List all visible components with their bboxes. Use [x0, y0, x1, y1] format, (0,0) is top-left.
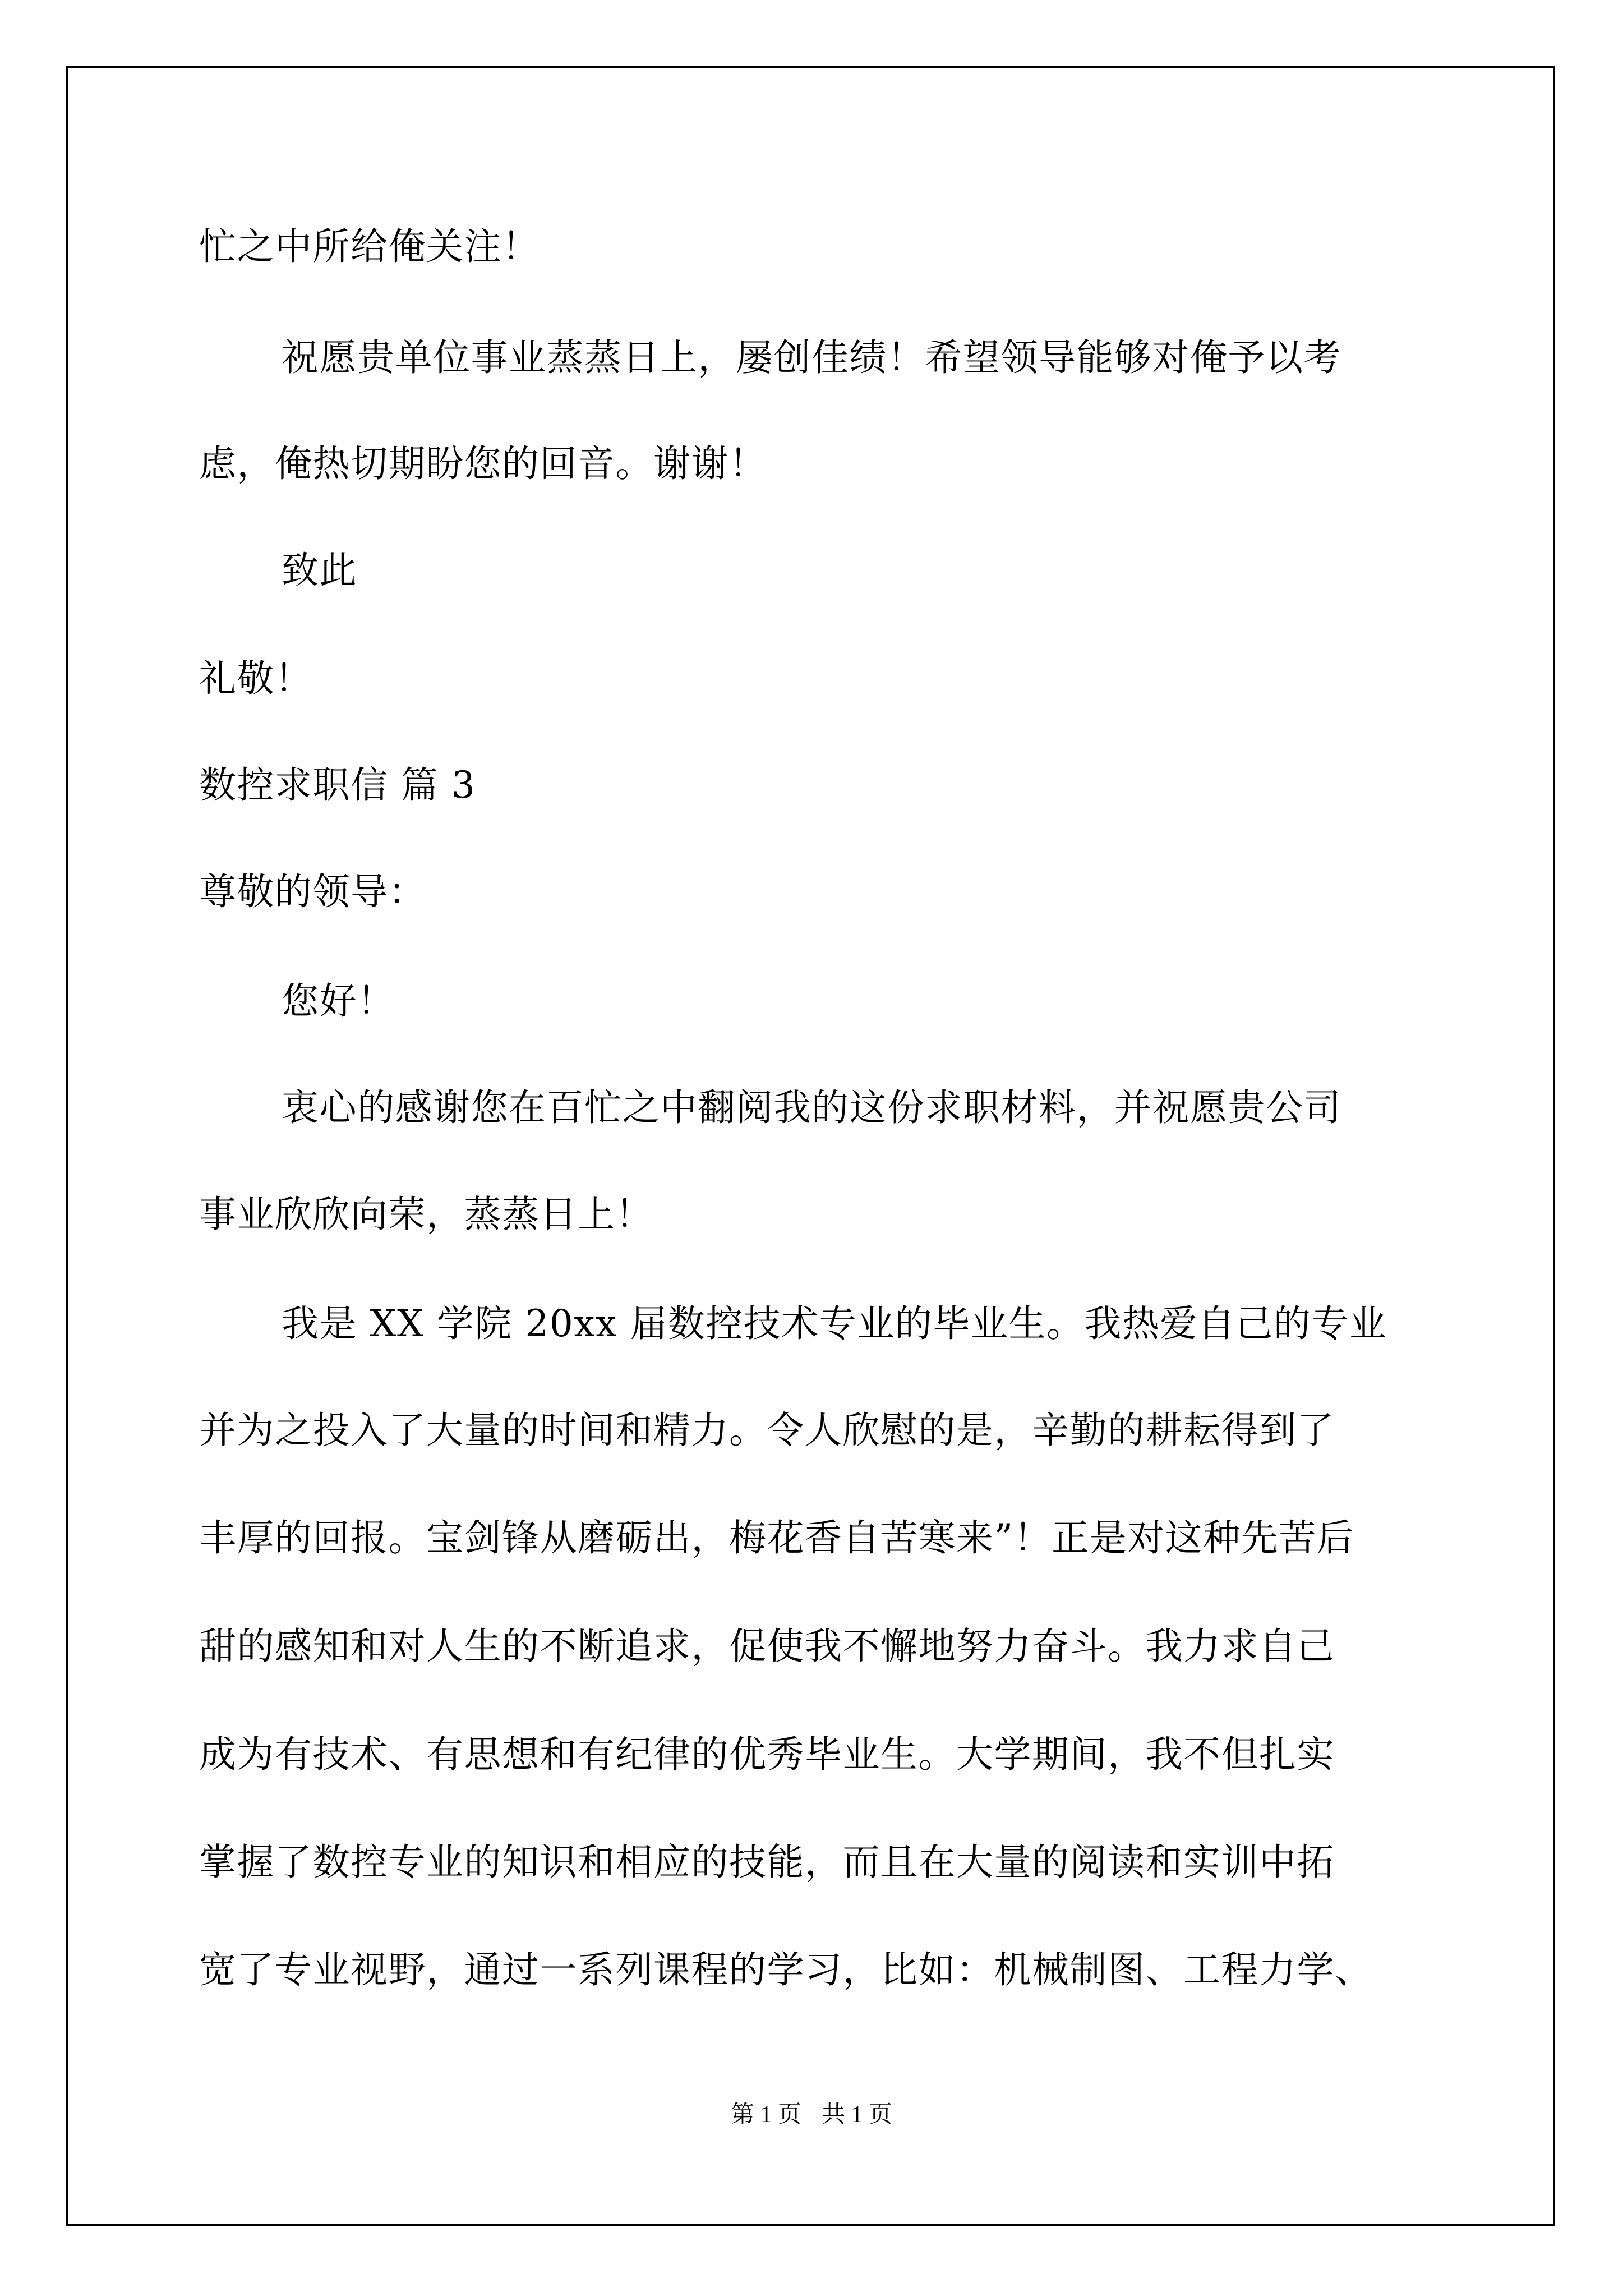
text-line: 宽了专业视野，通过一系列课程的学习，比如：机械制图、工程力学、: [199, 1948, 1373, 1991]
page-number: 第 1 页: [730, 2102, 801, 2128]
text-line: 成为有技术、有思想和有纪律的优秀毕业生。大学期间，我不但扎实: [199, 1733, 1335, 1776]
text-line: 祝愿贵单位事业蒸蒸日上，屡创佳绩！希望领导能够对俺予以考: [282, 336, 1341, 379]
text-line: 掌握了数控专业的知识和相应的技能，而且在大量的阅读和实训中拓: [199, 1841, 1335, 1884]
text-line: 并为之投入了大量的时间和精力。令人欣慰的是，辛勤的耕耘得到了: [199, 1409, 1335, 1452]
text-line: 事业欣欣向荣，蒸蒸日上！: [199, 1193, 653, 1236]
text-line: 甜的感知和对人生的不断追求，促使我不懈地努力奋斗。我力求自己: [199, 1625, 1335, 1668]
greeting: 您好！: [282, 979, 395, 1023]
section-heading: 数控求职信 篇 3: [199, 763, 476, 807]
page-total: 共 1 页: [822, 2102, 893, 2128]
page-footer: [0, 2098, 1623, 2132]
page-border: [66, 66, 1555, 2226]
text-line: 我是 XX 学院 20xx 届数控技术专业的毕业生。我热爱自己的专业: [282, 1302, 1387, 1345]
salutation: 尊敬的领导：: [199, 870, 426, 913]
text-line: 衷心的感谢您在百忙之中翻阅我的这份求职材料，并祝愿贵公司: [282, 1086, 1341, 1129]
text-line: 致此: [282, 549, 357, 592]
text-line: 忙之中所给俺关注！: [199, 225, 540, 268]
text-line: 礼敬！: [199, 657, 313, 700]
text-line: 丰厚的回报。宝剑锋从磨砺出，梅花香自苦寒来”！正是对这种先苦后: [199, 1516, 1355, 1559]
text-line: 虑，俺热切期盼您的回音。谢谢！: [199, 442, 767, 485]
